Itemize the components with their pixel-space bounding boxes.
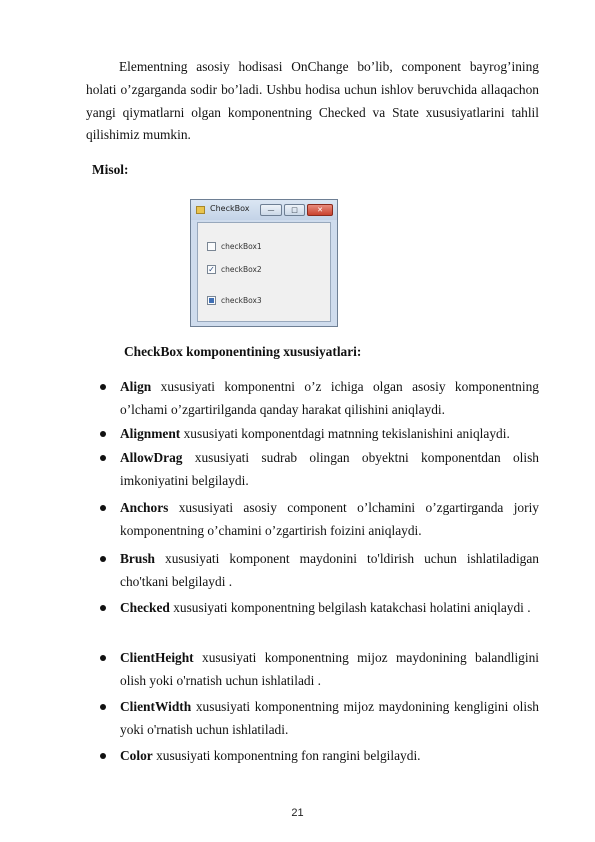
property-desc: xususiyati komponent maydonini to'ldirish uchun ishlatiladigan cho'tkani belgilaydi . (120, 551, 539, 589)
close-icon: ✕ (307, 204, 333, 216)
property-name: AllowDrag (120, 450, 183, 465)
intro-text: Elementning asosiy hodisasi OnChange bo’lib, component bayrog’ining holati o’zgarganda sodir bo’ladi. Ushbu hodisa uchun ishlov beruvchida allaqachon yangi qiymatlarni olgan komponentning Checked va State xususiyatlarini tahlil qilishimiz mumkin. (86, 59, 539, 143)
list-item (120, 597, 539, 620)
property-name: Checked (120, 600, 170, 615)
property-name: Brush (120, 551, 155, 566)
property-desc: xususiyati komponentning mijoz maydonining balandligini olish yoki o'rnatish uchun ishlatiladi . (120, 650, 539, 688)
checkbox-1-box (207, 242, 216, 251)
bullet-icon (100, 605, 106, 611)
property-name: ClientHeight (120, 650, 194, 665)
window-titlebar (191, 200, 337, 220)
list-item (120, 696, 539, 741)
bullet-icon (100, 556, 106, 562)
list-item (120, 647, 539, 692)
checkbox-window-screenshot (190, 199, 338, 327)
list-item (120, 376, 539, 421)
bullet-icon (100, 505, 106, 511)
property-desc: xususiyati komponentning mijoz maydonining kengligini olish yoki o'rnatish uchun ishlatiladi. (120, 699, 539, 737)
intro-paragraph (86, 56, 539, 147)
list-item (120, 447, 539, 492)
property-desc: xususiyati asosiy component o’lchamini o’zgartirganda joriy komponentning o’chamini o’zgartirish foizini aniqlaydi. (120, 500, 539, 538)
property-desc: xususiyati komponentning belgilash katakchasi holatini aniqlaydi . (169, 600, 531, 615)
property-desc: xususiyati komponentni o’z ichiga olgan asosiy komponentning o’lchami o’zgartirilganda qanday harakat qilishini aniqlaydi. (120, 379, 539, 417)
property-desc: xususiyati sudrab olingan obyektni komponentdan olish imkoniyatini belgilaydi. (120, 450, 539, 488)
property-name: ClientWidth (120, 699, 192, 714)
window-client-area (197, 222, 331, 322)
checkbox-3-label: checkBox3 (221, 296, 262, 305)
property-name: Alignment (120, 426, 181, 441)
app-icon (196, 206, 205, 214)
example-label: Misol: (92, 162, 129, 177)
list-item (120, 423, 539, 446)
bullet-icon (100, 455, 106, 461)
page-number: 21 (291, 807, 304, 819)
checkbox-1-label: checkBox1 (221, 242, 262, 251)
list-item (120, 497, 539, 542)
bullet-icon (100, 431, 106, 437)
checkmark-icon: ✓ (208, 265, 215, 274)
bullet-icon (100, 704, 106, 710)
list-item (120, 548, 539, 593)
bullet-icon (100, 655, 106, 661)
bullet-icon (100, 753, 106, 759)
checkbox-2-label: checkBox2 (221, 265, 262, 274)
minimize-icon: — (260, 204, 282, 216)
maximize-icon: □ (284, 204, 305, 216)
property-name: Color (120, 748, 153, 763)
properties-heading: CheckBox komponentining xususiyatlari: (124, 344, 362, 359)
property-name: Align (120, 379, 152, 394)
window-title: CheckBox (210, 204, 250, 213)
list-item (120, 745, 539, 768)
property-name: Anchors (120, 500, 169, 515)
property-desc: xususiyati komponentdagi matnning tekislanishini aniqlaydi. (180, 426, 510, 441)
bullet-icon (100, 384, 106, 390)
property-desc: xususiyati komponentning fon rangini belgilaydi. (152, 748, 421, 763)
checkbox-3-box (207, 296, 216, 305)
